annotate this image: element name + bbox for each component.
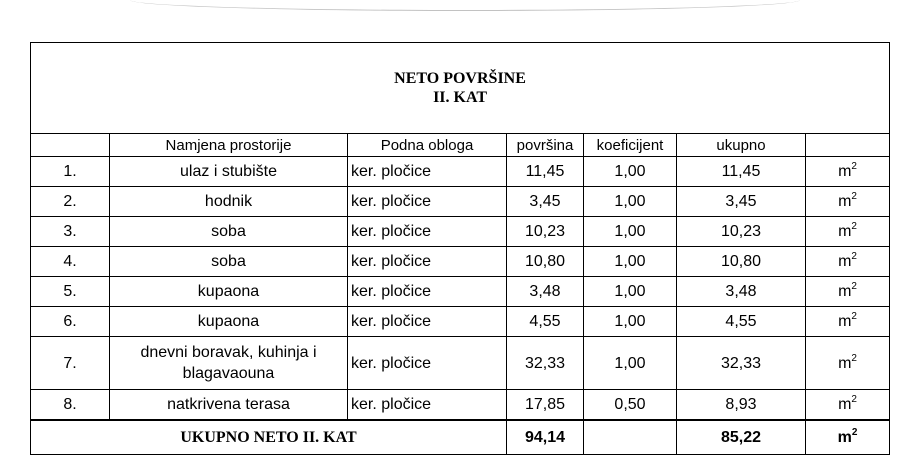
- room-name: soba: [110, 247, 348, 277]
- row-number: 8.: [31, 390, 110, 421]
- table-row: [31, 247, 890, 277]
- total-value: 8,93: [677, 390, 806, 421]
- unit-cell: [806, 157, 890, 187]
- flooring-type: ker. pločice: [348, 337, 507, 390]
- unit-cell: [806, 390, 890, 421]
- flooring-type: ker. pločice: [348, 217, 507, 247]
- unit-exponent: 2: [851, 251, 857, 262]
- row-number: 5.: [31, 277, 110, 307]
- area-value: 3,45: [507, 187, 584, 217]
- flooring-type: ker. pločice: [348, 187, 507, 217]
- summary-coef: [584, 420, 677, 455]
- header-name: Namjena prostorije: [110, 134, 348, 157]
- coefficient-value: 0,50: [584, 390, 677, 421]
- coefficient-value: 1,00: [584, 337, 677, 390]
- table-row: [31, 157, 890, 187]
- unit-exponent: 2: [851, 161, 857, 172]
- unit-base: m: [838, 253, 852, 270]
- net-area-table: [30, 42, 890, 455]
- coefficient-value: 1,00: [584, 187, 677, 217]
- area-value: 3,48: [507, 277, 584, 307]
- unit-exponent: 2: [851, 281, 857, 292]
- coefficient-value: 1,00: [584, 307, 677, 337]
- unit-cell: [806, 217, 890, 247]
- header-total: ukupno: [677, 134, 806, 157]
- unit-base: m: [838, 223, 852, 240]
- unit-cell: [806, 187, 890, 217]
- unit-cell: [806, 337, 890, 390]
- header-flooring: Podna obloga: [348, 134, 507, 157]
- unit-exponent: 2: [851, 394, 857, 405]
- summary-unit-exponent: 2: [851, 427, 858, 438]
- row-number: 2.: [31, 187, 110, 217]
- unit-base: m: [838, 354, 852, 372]
- summary-total: 85,22: [677, 420, 806, 455]
- coefficient-value: 1,00: [584, 277, 677, 307]
- unit-exponent: 2: [851, 352, 857, 364]
- total-value: 4,55: [677, 307, 806, 337]
- coefficient-value: 1,00: [584, 247, 677, 277]
- summary-unit-cell: [806, 420, 890, 455]
- area-value: 32,33: [507, 337, 584, 390]
- room-name: hodnik: [110, 187, 348, 217]
- summary-row: [31, 420, 890, 455]
- table-row: [31, 307, 890, 337]
- unit-exponent: 2: [851, 221, 857, 232]
- row-number: 1.: [31, 157, 110, 187]
- total-value: 32,33: [677, 337, 806, 390]
- table-row: [31, 277, 890, 307]
- flooring-type: ker. pločice: [348, 307, 507, 337]
- header-area: površina: [507, 134, 584, 157]
- flooring-type: ker. pločice: [348, 157, 507, 187]
- total-value: 11,45: [677, 157, 806, 187]
- summary-area: 94,14: [507, 420, 584, 455]
- row-number: 6.: [31, 307, 110, 337]
- header-row: [31, 134, 890, 157]
- room-name: ulaz i stubište: [110, 157, 348, 187]
- unit-base: m: [838, 313, 852, 330]
- header-unit: [806, 134, 890, 157]
- flooring-type: ker. pločice: [348, 247, 507, 277]
- room-name: dnevni boravak, kuhinja i blagavaouna: [110, 337, 348, 390]
- area-value: 11,45: [507, 157, 584, 187]
- area-value: 17,85: [507, 390, 584, 421]
- header-coef: koeficijent: [584, 134, 677, 157]
- total-value: 10,80: [677, 247, 806, 277]
- table-title: [31, 43, 890, 134]
- header-num: [31, 134, 110, 157]
- room-name: natkrivena terasa: [110, 390, 348, 421]
- table-title-line1: NETO POVRŠINE: [394, 70, 526, 87]
- row-number: 3.: [31, 217, 110, 247]
- total-value: 3,48: [677, 277, 806, 307]
- total-value: 10,23: [677, 217, 806, 247]
- unit-base: m: [838, 396, 852, 413]
- unit-exponent: 2: [851, 311, 857, 322]
- table-row: [31, 337, 890, 390]
- room-name: kupaona: [110, 277, 348, 307]
- unit-cell: [806, 247, 890, 277]
- coefficient-value: 1,00: [584, 217, 677, 247]
- flooring-type: ker. pločice: [348, 390, 507, 421]
- area-value: 10,23: [507, 217, 584, 247]
- room-name: kupaona: [110, 307, 348, 337]
- unit-exponent: 2: [851, 191, 857, 202]
- unit-cell: [806, 307, 890, 337]
- summary-label: UKUPNO NETO II. KAT: [31, 420, 507, 455]
- coefficient-value: 1,00: [584, 157, 677, 187]
- summary-unit-base: m: [837, 429, 852, 446]
- unit-base: m: [838, 193, 852, 210]
- area-value: 10,80: [507, 247, 584, 277]
- table-row: [31, 187, 890, 217]
- area-value: 4,55: [507, 307, 584, 337]
- room-name: soba: [110, 217, 348, 247]
- table-row: [31, 390, 890, 421]
- unit-base: m: [838, 163, 852, 180]
- row-number: 7.: [31, 337, 110, 390]
- row-number: 4.: [31, 247, 110, 277]
- unit-base: m: [838, 283, 852, 300]
- flooring-type: ker. pločice: [348, 277, 507, 307]
- unit-cell: [806, 277, 890, 307]
- table-row: [31, 217, 890, 247]
- total-value: 3,45: [677, 187, 806, 217]
- page-top-edge: [130, 0, 800, 11]
- table-title-line2: II. KAT: [433, 89, 487, 106]
